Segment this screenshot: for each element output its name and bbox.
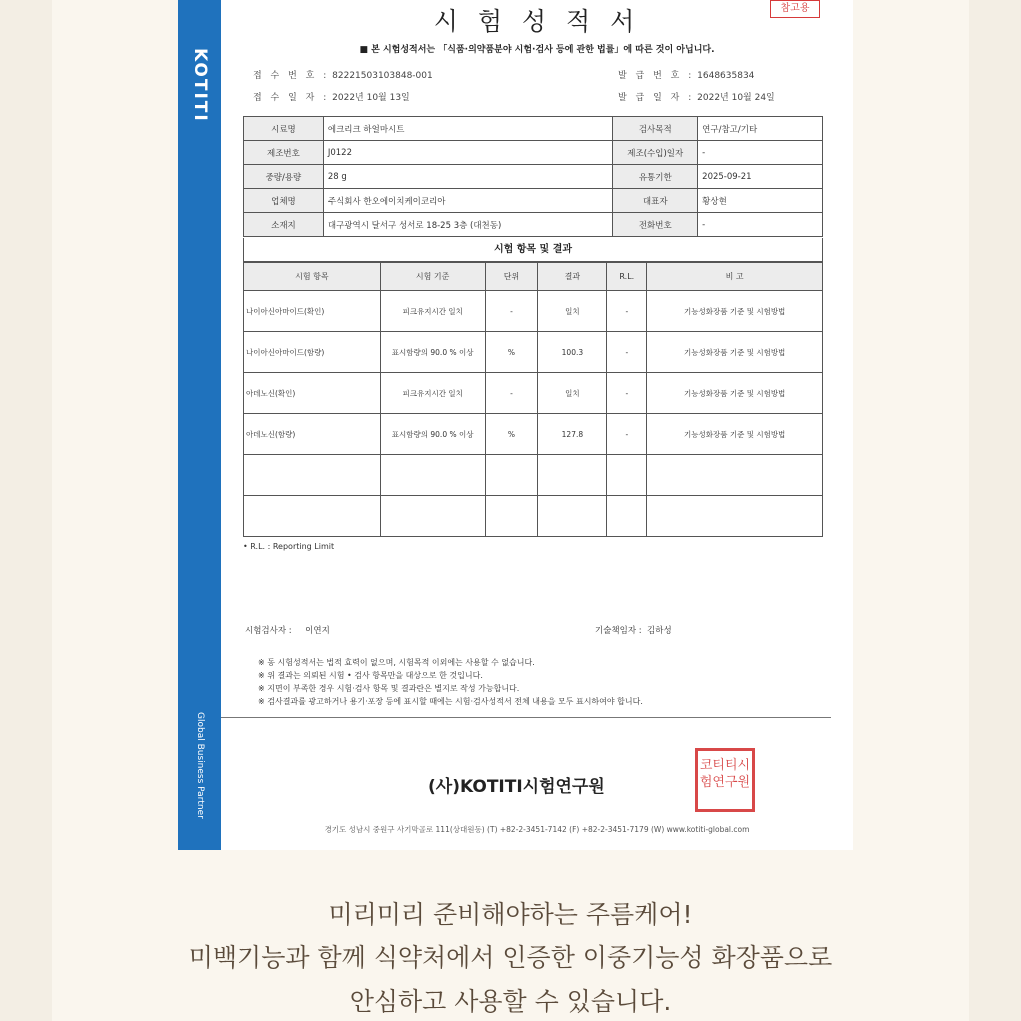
right-background-band: [969, 0, 1021, 1021]
reporting-limit: -: [607, 332, 647, 373]
test-criteria: 표시함량의 90.0 % 이상: [380, 332, 485, 373]
result: 127.8: [538, 414, 607, 455]
test-item: 아데노신(함량): [244, 414, 381, 455]
column-header: 비 고: [647, 263, 823, 291]
test-criteria: 표시함량의 90.0 % 이상: [380, 414, 485, 455]
phone: -: [698, 213, 823, 237]
unit: -: [485, 291, 538, 332]
column-header: 시험 항목: [244, 263, 381, 291]
divider: [221, 717, 831, 718]
purpose: 연구/참고/기타: [698, 117, 823, 141]
official-seal: 코티티시험연구원: [695, 748, 755, 812]
brand-sidebar: [178, 0, 221, 850]
note-line: ※ 동 시험성적서는 법적 효력이 없으며, 시험목적 이외에는 사용할 수 없습니다.: [258, 658, 535, 667]
column-header: 시험 기준: [380, 263, 485, 291]
reference-stamp: 참고용: [770, 0, 820, 18]
weight: 28 g: [323, 165, 612, 189]
empty-row: [244, 496, 823, 537]
lot-label: 제조번호: [244, 141, 324, 165]
left-background-band: [0, 0, 52, 1021]
tech-manager-signature: 기술책임자 : 김하성: [595, 626, 672, 636]
result: 일치: [538, 291, 607, 332]
reporting-limit: -: [607, 291, 647, 332]
organization-name: (사)KOTITI시험연구원: [428, 777, 605, 797]
unit: -: [485, 373, 538, 414]
phone-label: 전화번호: [613, 213, 698, 237]
column-header: R.L.: [607, 263, 647, 291]
result: 일치: [538, 373, 607, 414]
caption-line-2: 미백기능과 함께 식약처에서 인증한 이중기능성 화장품으로: [188, 943, 833, 972]
ceo: 황상현: [698, 189, 823, 213]
test-item: 나이아신아마이드(확인): [244, 291, 381, 332]
reporting-limit: -: [607, 373, 647, 414]
results-title: 시험 항목 및 결과: [243, 238, 823, 262]
expiry-label: 유통기한: [613, 165, 698, 189]
test-criteria: 피크유지시간 일치: [380, 373, 485, 414]
receipt-date: 접 수 일 자 : 2022년 10월 13일: [253, 93, 410, 103]
caption-line-3: 안심하고 사용할 수 있습니다.: [349, 987, 672, 1016]
mfg-date: -: [698, 141, 823, 165]
column-header: 결과: [538, 263, 607, 291]
footer-address: 경기도 성남시 중원구 사기막골로 111(상대원동) (T) +82-2-3451-7142 (F) +82-2-3451-7179 (W) www.kotiti-global.com: [324, 825, 750, 834]
sample-name: 에크리크 하얼마시트: [323, 117, 612, 141]
company: 주식회사 한오에이치케이코리아: [323, 189, 612, 213]
issue-number: 발 급 번 호 : 1648635834: [618, 71, 755, 81]
caption-line-1: 미리미리 준비해야하는 주름케어!: [328, 900, 693, 929]
test-item: 나이아신아마이드(함량): [244, 332, 381, 373]
table-row: [244, 373, 823, 414]
receipt-number: 접 수 번 호 : 82221503103848-001: [253, 71, 433, 81]
results-header-row: [244, 263, 823, 291]
kotiti-logo: KOTITI: [190, 47, 210, 123]
note-line: ※ 지면이 부족한 경우 시험·검사 항목 및 결과란은 별지로 작성 가능합니다.: [258, 684, 520, 693]
legal-notice: ■ 본 시험성적서는 「식품·의약품분야 시험·검사 등에 관한 법률」에 따른 것이 아닙니다.: [359, 45, 715, 55]
tester-signature: 시험검사자 : 이연지: [245, 626, 330, 636]
empty-row: [244, 455, 823, 496]
unit: %: [485, 332, 538, 373]
note-line: ※ 위 결과는 의뢰된 시험 • 검사 항목만을 대상으로 한 것입니다.: [258, 671, 483, 680]
disclaimer-notes: [258, 656, 643, 708]
table-row: [244, 165, 823, 189]
unit: %: [485, 414, 538, 455]
address-label: 소재지: [244, 213, 324, 237]
test-criteria: 피크유지시간 일치: [380, 291, 485, 332]
table-row: [244, 117, 823, 141]
test-certificate: [178, 0, 853, 850]
remarks: 기능성화장품 기준 및 시험방법: [647, 291, 823, 332]
company-label: 업체명: [244, 189, 324, 213]
address: 대구광역시 달서구 성서로 18-25 3층 (대천동): [323, 213, 612, 237]
mfg-date-label: 제조(수입)일자: [613, 141, 698, 165]
column-header: 단위: [485, 263, 538, 291]
purpose-label: 검사목적: [613, 117, 698, 141]
sample-info-table: [243, 116, 823, 237]
table-row: [244, 332, 823, 373]
reporting-limit-note: • R.L. : Reporting Limit: [243, 542, 335, 551]
table-row: [244, 213, 823, 237]
remarks: 기능성화장품 기준 및 시험방법: [647, 414, 823, 455]
ceo-label: 대표자: [613, 189, 698, 213]
issue-date: 발 급 일 자 : 2022년 10월 24일: [618, 93, 775, 103]
tagline: Global Business Partner: [195, 711, 205, 819]
table-row: [244, 189, 823, 213]
test-item: 아데노신(확인): [244, 373, 381, 414]
table-row: [244, 291, 823, 332]
table-row: [244, 141, 823, 165]
remarks: 기능성화장품 기준 및 시험방법: [647, 332, 823, 373]
remarks: 기능성화장품 기준 및 시험방법: [647, 373, 823, 414]
result: 100.3: [538, 332, 607, 373]
note-line: ※ 검사결과를 광고하거나 용기·포장 등에 표시할 때에는 시험·검사성적서 전체 내용을 모두 표시하여야 합니다.: [258, 697, 643, 706]
reporting-limit: -: [607, 414, 647, 455]
document-title: 시 험 성 적 서: [433, 7, 641, 36]
table-row: [244, 414, 823, 455]
sample-name-label: 시료명: [244, 117, 324, 141]
expiry: 2025-09-21: [698, 165, 823, 189]
lot: J0122: [323, 141, 612, 165]
results-table: [243, 262, 823, 537]
weight-label: 중량/용량: [244, 165, 324, 189]
